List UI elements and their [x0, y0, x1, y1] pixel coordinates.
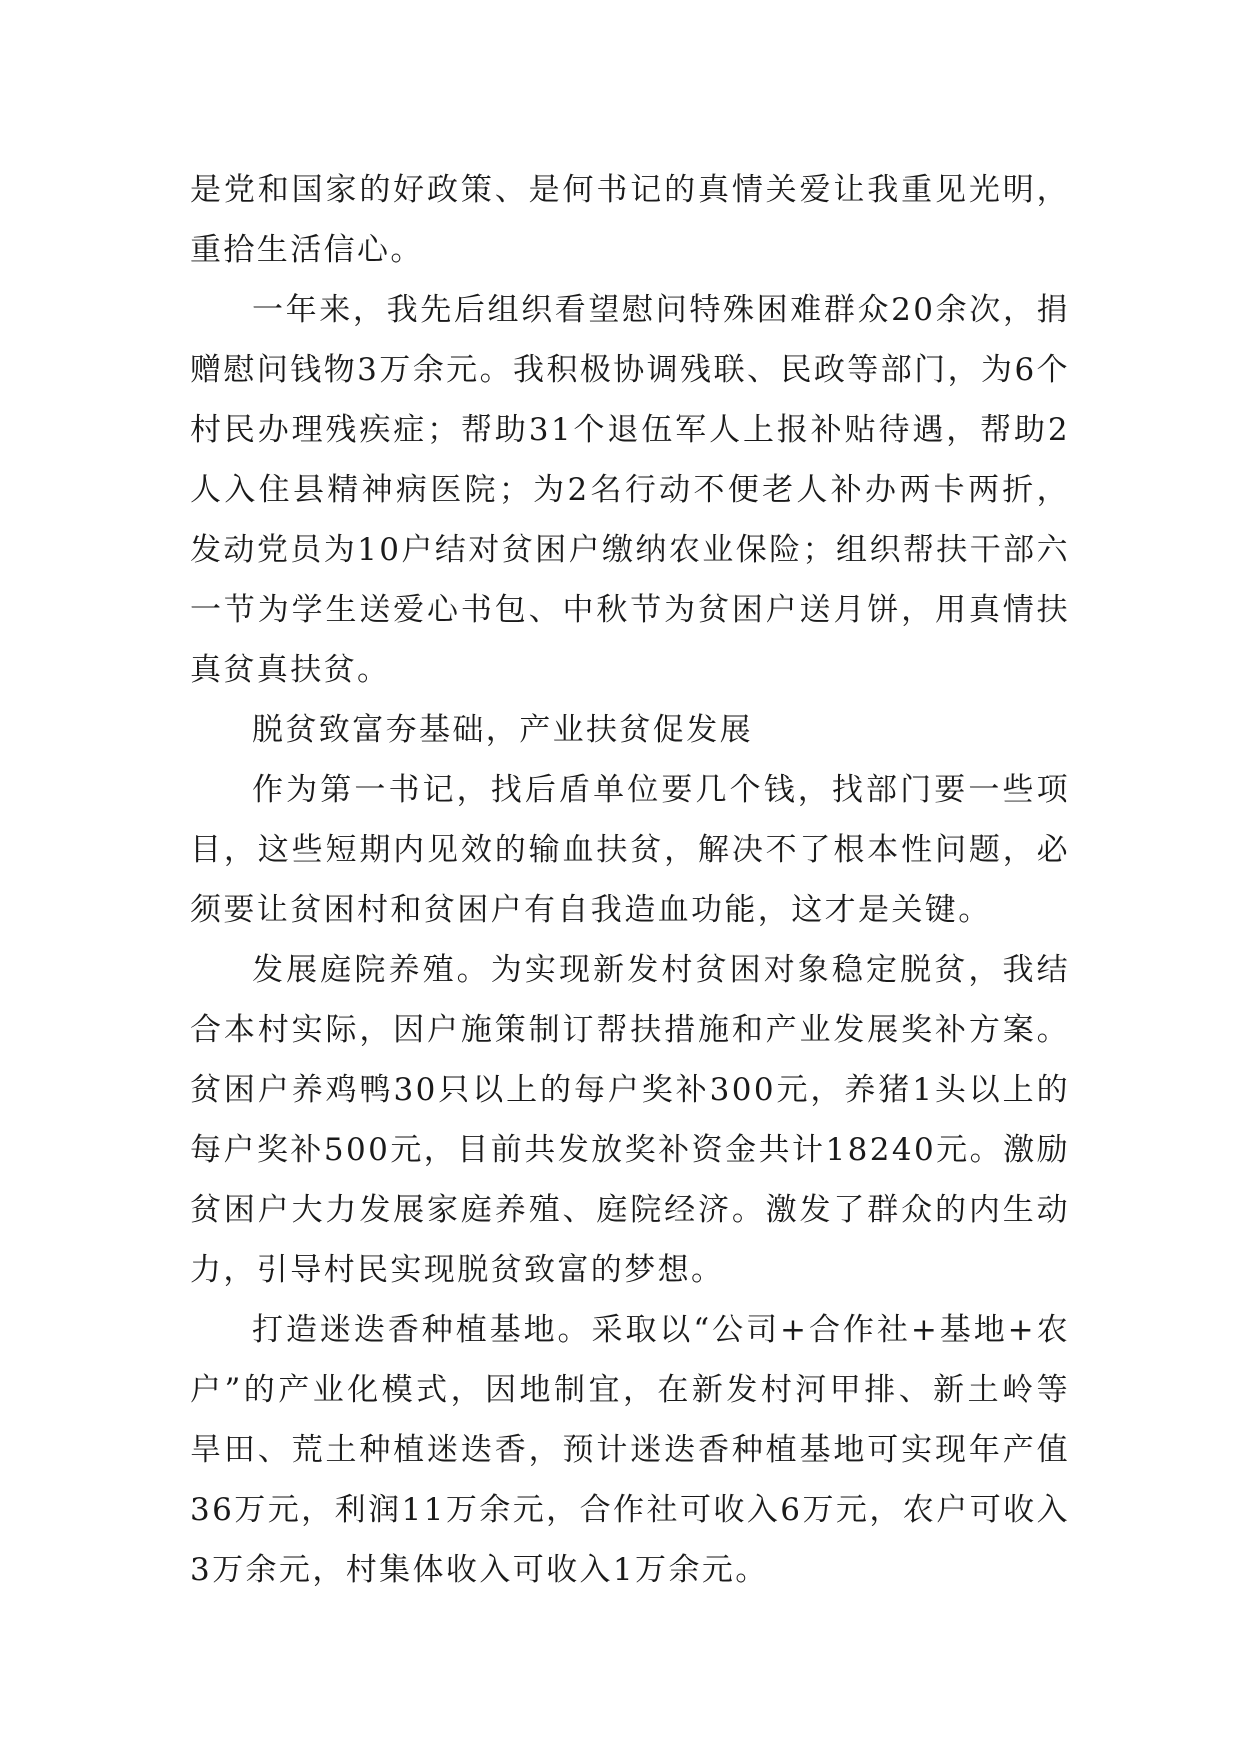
paragraph-continuation: 是党和国家的好政策、是何书记的真情关爱让我重见光明，重拾生活信心。: [190, 172, 1070, 268]
section-heading-industry-poverty-alleviation: 脱贫致富夯基础，产业扶贫促发展: [252, 712, 753, 748]
document-body: [190, 160, 1070, 1600]
paragraph-first-secretary: 作为第一书记，找后盾单位要几个钱，找部门要一些项目，这些短期内见效的输血扶贫，解决不了根本性问题，必须要让贫困村和贫困户有自我造血功能，这才是关键。: [190, 772, 1070, 928]
paragraph-rosemary-base: 打造迷迭香种植基地。采取以“公司+合作社+基地+农户”的产业化模式，因地制宜，在新发村河甲排、新土岭等旱田、荒土种植迷迭香，预计迷迭香种植基地可实现年产值36万元，利润11万余元，合作社可收入6万元，农户可收入3万余元，村集体收入可收入1万余元。: [190, 1312, 1070, 1588]
paragraph-condolence-activities: 一年来，我先后组织看望慰问特殊困难群众20余次，捐赠慰问钱物3万余元。我积极协调残联、民政等部门，为6个村民办理残疾症；帮助31个退伍军人上报补贴待遇，帮助2人入住县精神病医院；为2名行动不便老人补办两卡两折，发动党员为10户结对贫困户缴纳农业保险；组织帮扶干部六一节为学生送爱心书包、中秋节为贫困户送月饼，用真情扶真贫真扶贫。: [190, 292, 1070, 688]
paragraph-courtyard-farming: 发展庭院养殖。为实现新发村贫困对象稳定脱贫，我结合本村实际，因户施策制订帮扶措施和产业发展奖补方案。贫困户养鸡鸭30只以上的每户奖补300元，养猪1头以上的每户奖补500元，目前共发放奖补资金共计18240元。激励贫困户大力发展家庭养殖、庭院经济。激发了群众的内生动力，引导村民实现脱贫致富的梦想。: [190, 952, 1070, 1288]
